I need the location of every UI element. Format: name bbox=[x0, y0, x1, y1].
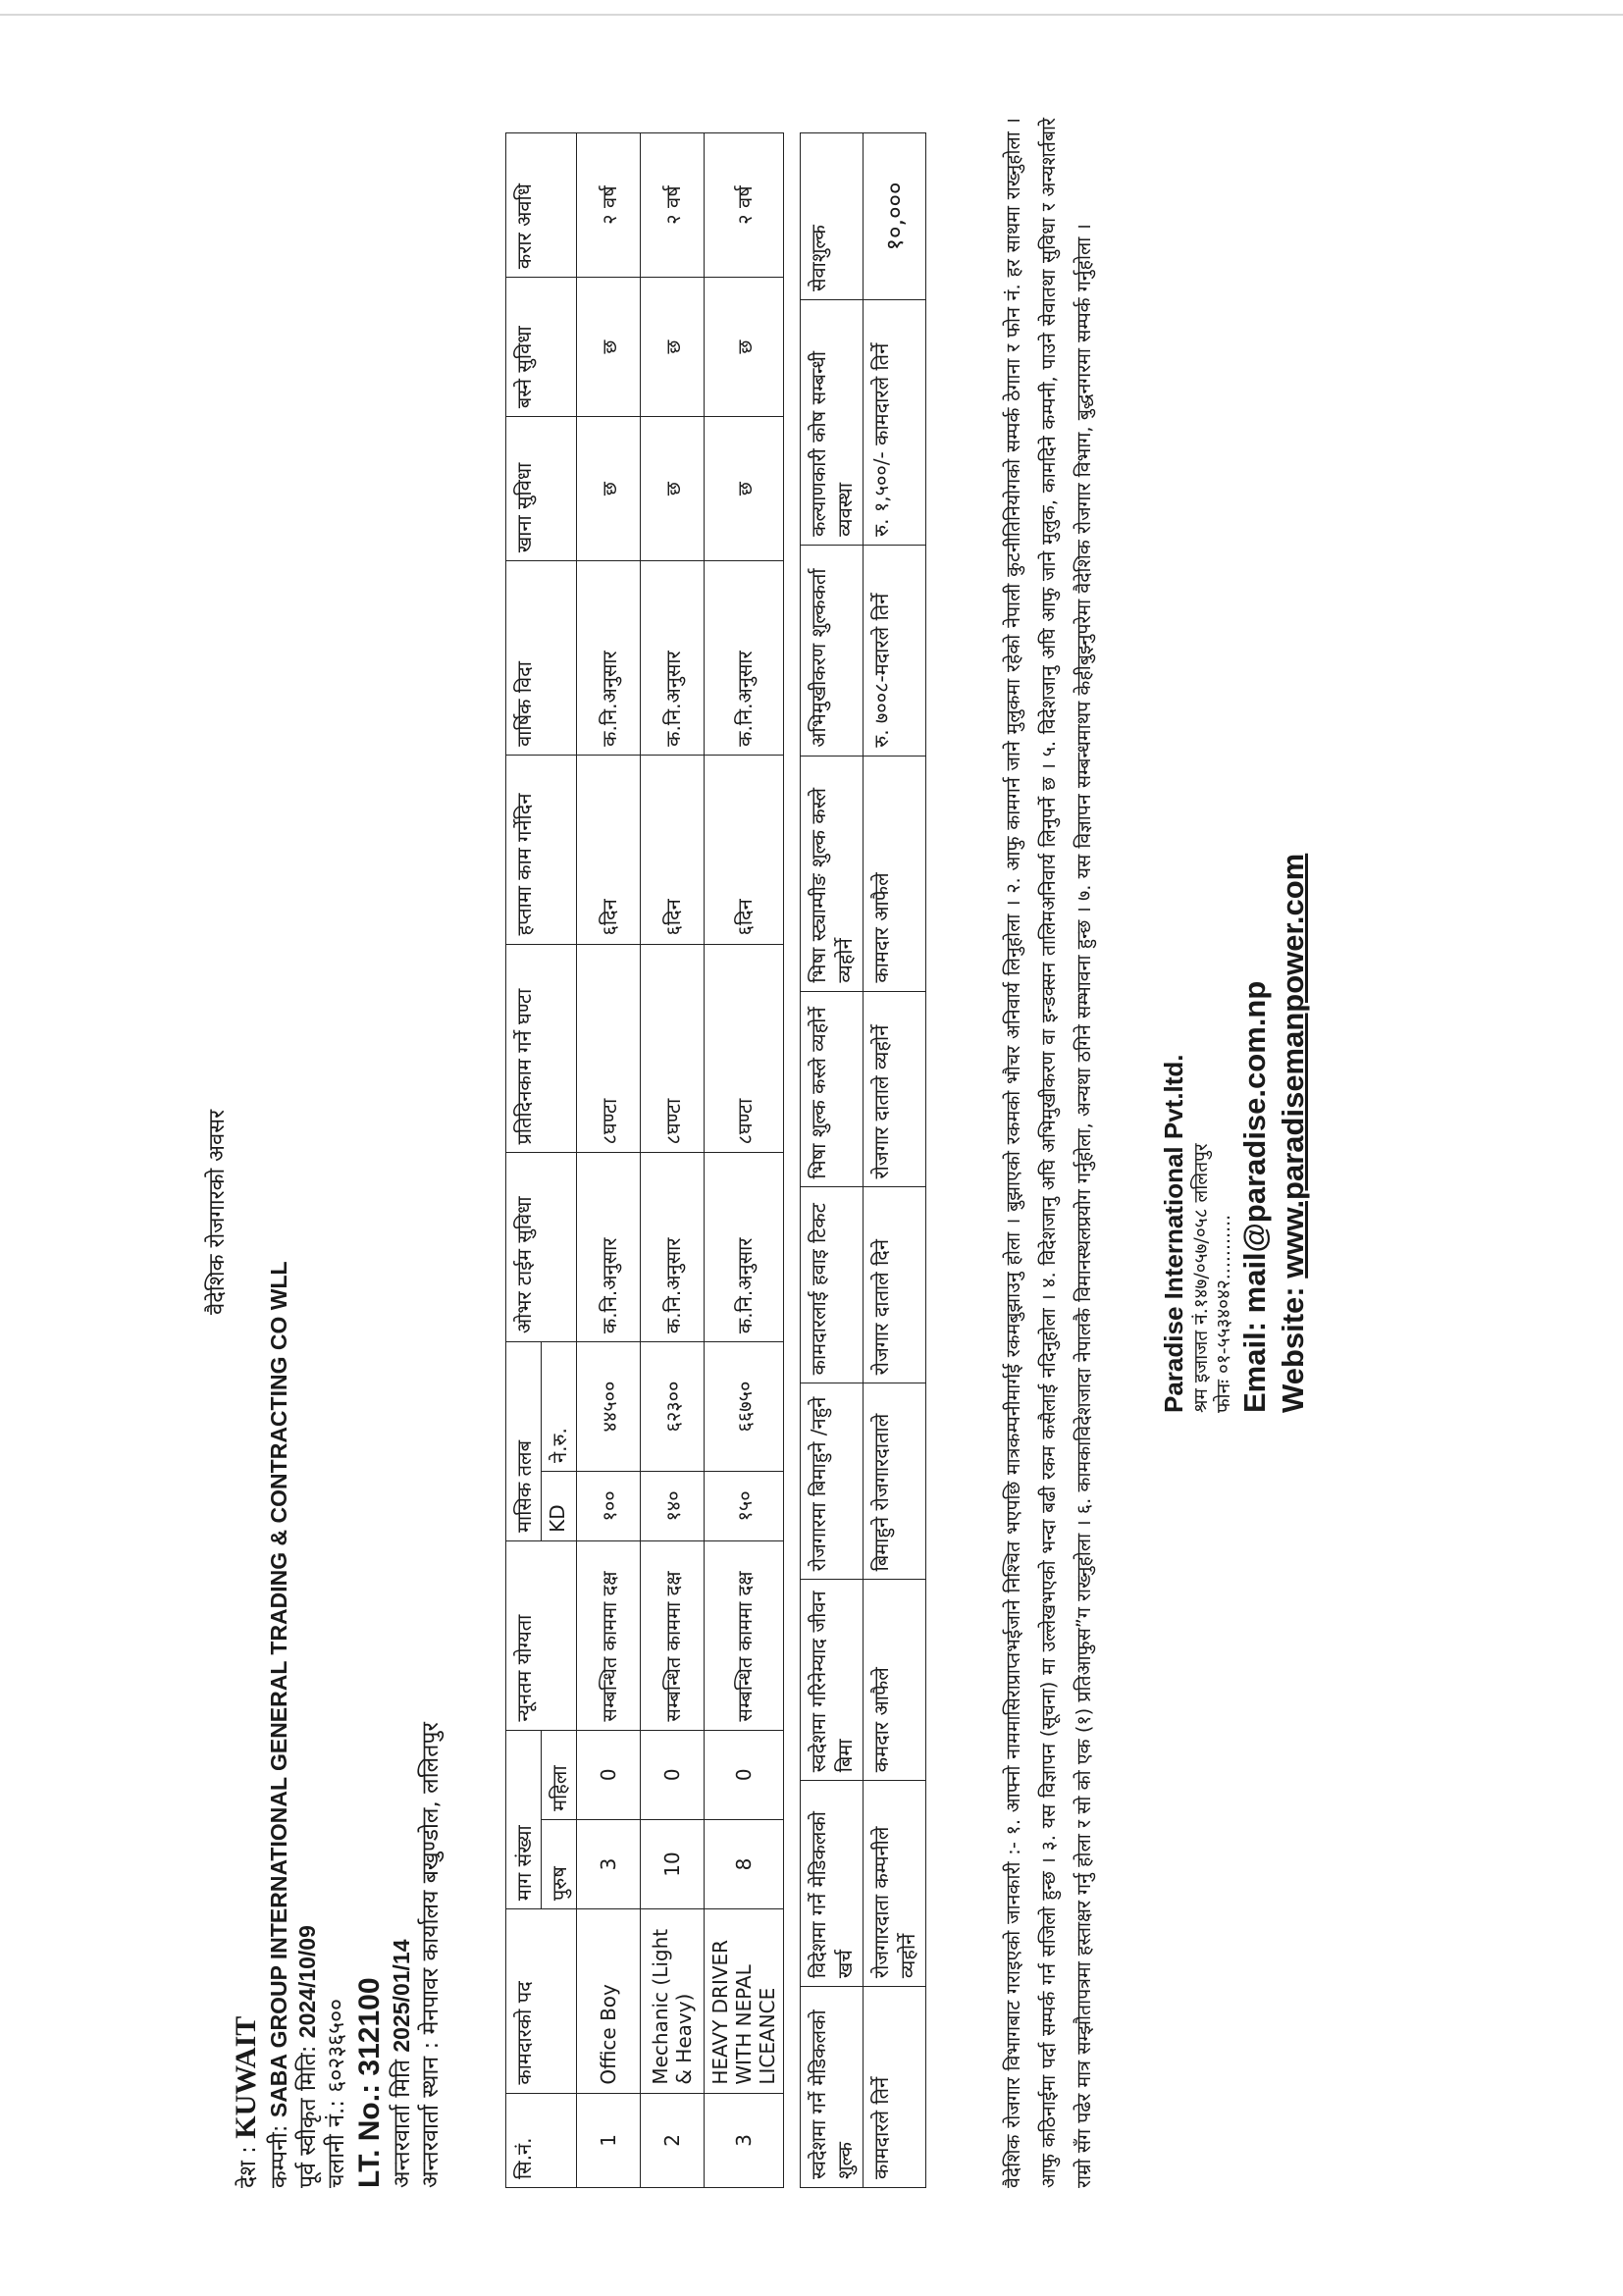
interview-date-row bbox=[388, 1261, 417, 2188]
fee-value-visa-stamping: कामदार आफैले bbox=[864, 756, 926, 991]
company-phone: फोनः ०१-५५३४०४२........... bbox=[1213, 1214, 1235, 1413]
approval-date: 2024/10/09 bbox=[294, 1925, 321, 2039]
fee-header-service-charge: सेवाशुल्क bbox=[801, 133, 864, 300]
cell-contract: २ वर्ष bbox=[641, 133, 705, 278]
fee-header-air-ticket: कामदारलाई हवाइ टिकट bbox=[801, 1187, 864, 1383]
website-link[interactable]: www.paradisemanpower.com bbox=[1275, 853, 1310, 1278]
fee-header-visa-fee: भिषा शुल्क कस्ले व्यहोर्ने bbox=[801, 991, 864, 1187]
company-row bbox=[265, 1261, 294, 2188]
cell-food: छ bbox=[577, 417, 641, 561]
fee-header-employment-insurance: रोजगारमा बिमाहुने /नहुने bbox=[801, 1383, 864, 1580]
cell-post: HEAVY DRIVER WITH NEPAL LICEANCE bbox=[705, 1909, 784, 2094]
cell-hours: ८घण्टा bbox=[641, 944, 705, 1153]
fee-value-life-insurance: कमदार आफैले bbox=[864, 1580, 926, 1781]
company-block bbox=[1158, 854, 1313, 1413]
lt-value: 312100 bbox=[352, 1977, 386, 2076]
cell-food: छ bbox=[641, 417, 705, 561]
cell-food: छ bbox=[705, 417, 784, 561]
info-notes: वैदेशिक रोजगार विभागबाट गराइएको जानकारी :- १. आफ्नो नाममासिराप्राप्तभईजाने निश्चित भएपछि मात्रकम्पनीमार्गई रकमबुझाउनु होला । बुझाएको रकमको भौचर अनिवार्य लिनुहोला । २. आफु कामगर्न जाने मुलुकमा रहेको नेपाली कुटनीतिनियोगको सम्पर्क ठेगाना र फोन नं. हर साथमा राख्नुहोला । आफु कठिनाईमा पर्दा सम्पर्क गर्न सजिलो हुन्छ । ३. यस विज्ञापन (सूचना) मा उल्लेखभएको भन्दा बढी रकम कसैलाई नदिनुहोला । ४. विदेशजानु अघि अभिमुखीकरण वा इन्डक्सन तालिमअनिवार्य लिनुपर्ने छ । ५. विदेशजानु अघि आफु जाने मुलुक, कामदिने कम्पनी, पाउने सेवातथा सुविधा र अन्यशर्तबारे राम्रो सँग पढेर मात्र सम्झौतापत्रमा हस्ताक्षर गर्नु होला र सो को एक (१) प्रतिआफुस”ग राख्नुहोला । ६. कामकाविदेशजादा नेपालकै विमानस्थलप्रयोग गर्नुहोला, अन्यथा ठगिने सम्भावना हुन्छ । ७. यस विज्ञापन सम्बन्धमाथप केहीबुझ्नुपरेमा वैदेशिक रोजगार विभाग, बुद्धनगरमा सम्पर्क गर्नुहोला । bbox=[1002, 118, 1095, 2188]
page-heading: वैदेशिक रोजगारको अवसर bbox=[205, 1109, 230, 1315]
fee-value-employment-insurance: बिमाहुने रोजगारदाताले bbox=[864, 1383, 926, 1580]
fee-value-visa-fee: रोजगार दाताले व्यहोर्ने bbox=[864, 991, 926, 1187]
fee-header-orientation: अभिमुखीकरण शुल्ककर्ता bbox=[801, 545, 864, 756]
fee-header-home-medical: स्वदेशमा गर्ने मेडिकलको शुल्क bbox=[801, 1987, 864, 2188]
interview-date-label: अन्तरवार्ता मिति bbox=[390, 2059, 416, 2188]
cell-npr: ६२३०० bbox=[641, 1342, 705, 1472]
table-row bbox=[641, 133, 705, 2188]
th-kd: KD bbox=[542, 1471, 577, 1540]
th-leave: वार्षिक विदा bbox=[506, 561, 577, 756]
company-name: Paradise International Pvt.ltd. bbox=[1159, 1054, 1188, 1413]
cell-qualification: सम्बन्धित काममा दक्ष bbox=[705, 1540, 784, 1730]
th-demand: माग संख्या bbox=[506, 1730, 542, 1909]
th-contract: करार अवधि bbox=[506, 133, 577, 278]
th-hours: प्रतिदिनकाम गर्ने घण्टा bbox=[506, 944, 577, 1153]
fee-value-service-charge: १०,००० bbox=[864, 133, 926, 300]
country-row bbox=[228, 1261, 265, 2188]
chalani-row bbox=[323, 1261, 351, 2188]
fee-header-visa-stamping: भिषा स्ट्याम्पीङ शुल्क कस्ले व्यहोर्ने bbox=[801, 756, 864, 991]
interview-place: अन्तरवार्ता स्थान : मेनपावर कार्यालय बखुण्डोल, ललितपुर bbox=[418, 1722, 444, 2188]
th-sn: सि.नं. bbox=[506, 2093, 577, 2187]
table-header-row bbox=[506, 133, 542, 2188]
fee-value-foreign-medical: रोजगारदाता कम्पनीले व्यहोर्ने bbox=[864, 1781, 926, 1987]
fee-value-orientation: रु. ७००८-मदारले तिर्ने bbox=[864, 545, 926, 756]
cell-post: Mechanic (Light & Heavy) bbox=[641, 1909, 705, 2094]
header-block bbox=[228, 1261, 445, 2188]
fee-value-home-medical: कामदारले तिर्ने bbox=[864, 1987, 926, 2188]
job-table bbox=[505, 132, 784, 2188]
cell-days: ६दिन bbox=[705, 755, 784, 944]
cell-kd: १४० bbox=[641, 1471, 705, 1540]
cell-leave: क.नि.अनुसार bbox=[705, 561, 784, 756]
cell-kd: १०० bbox=[577, 1471, 641, 1540]
country-label: देश : bbox=[236, 2146, 261, 2188]
fee-header-welfare-fund: कल्याणकारी कोष सम्बन्धी व्यवस्था bbox=[801, 300, 864, 546]
cell-contract: २ वर्ष bbox=[577, 133, 641, 278]
cell-hours: ८घण्टा bbox=[705, 944, 784, 1153]
cell-female: 0 bbox=[577, 1730, 641, 1819]
cell-contract: २ वर्ष bbox=[705, 133, 784, 278]
th-accommodation: बस्ने सुविधा bbox=[506, 278, 577, 417]
cell-accommodation: छ bbox=[705, 278, 784, 417]
fee-header-foreign-medical: विदेशमा गर्ने मेडिकलको खर्च bbox=[801, 1781, 864, 1987]
company-label: कम्पनी: bbox=[266, 2124, 292, 2188]
cell-male: 10 bbox=[641, 1819, 705, 1908]
cell-sn: 3 bbox=[705, 2093, 784, 2187]
lt-row bbox=[351, 1261, 389, 2188]
company-email: Email: mail@paradise.com.np bbox=[1237, 980, 1272, 1413]
cell-sn: 2 bbox=[641, 2093, 705, 2187]
cell-leave: क.नि.अनुसार bbox=[641, 561, 705, 756]
fee-header-life-insurance: स्वदेशमा गरिनेम्याद जीवन बिमा bbox=[801, 1580, 864, 1781]
cell-accommodation: छ bbox=[641, 278, 705, 417]
chalani-value: ६०२३६५०० bbox=[324, 1998, 349, 2093]
cell-female: 0 bbox=[705, 1730, 784, 1819]
company-license: श्रम इजाजत नं.१४७/०५७/०५८ ललितपुर bbox=[1189, 1143, 1212, 1413]
cell-sn: 1 bbox=[577, 2093, 641, 2187]
cell-leave: क.नि.अनुसार bbox=[577, 561, 641, 756]
cell-qualification: सम्बन्धित काममा दक्ष bbox=[577, 1540, 641, 1730]
th-npr: ने.रु. bbox=[542, 1342, 577, 1472]
approval-label: पूर्व स्वीकृत मिति: bbox=[295, 2045, 322, 2188]
fee-value-welfare-fund: रु. १,५००/- कामदारले तिर्ने bbox=[864, 300, 926, 546]
th-post: कामदारको पद bbox=[506, 1909, 577, 2094]
website-label: Website: bbox=[1275, 1286, 1310, 1413]
approval-row bbox=[293, 1261, 323, 2188]
cell-male: 8 bbox=[705, 1819, 784, 1908]
th-salary: मासिक तलब bbox=[506, 1342, 542, 1541]
th-female: महिला bbox=[542, 1730, 577, 1819]
table-row bbox=[705, 133, 784, 2188]
cell-qualification: सम्बन्धित काममा दक्ष bbox=[641, 1540, 705, 1730]
cell-male: 3 bbox=[577, 1819, 641, 1908]
cell-female: 0 bbox=[641, 1730, 705, 1819]
fees-header-row bbox=[801, 133, 864, 2188]
th-qualification: न्यूनतम योग्यता bbox=[506, 1540, 577, 1730]
cell-accommodation: छ bbox=[577, 278, 641, 417]
th-male: पुरुष bbox=[542, 1819, 577, 1908]
th-overtime: ओभर टाईम सुविधा bbox=[506, 1153, 577, 1342]
th-food: खाना सुविधा bbox=[506, 417, 577, 561]
cell-kd: १५० bbox=[705, 1471, 784, 1540]
company-value: SABA GROUP INTERNATIONAL GENERAL TRADING & CONTRACTING CO WLL bbox=[265, 1261, 291, 2118]
interview-date: 2025/01/14 bbox=[389, 1939, 415, 2053]
cell-overtime: क.नि.अनुसार bbox=[641, 1153, 705, 1342]
cell-overtime: क.नि.अनुसार bbox=[705, 1153, 784, 1342]
th-days: हप्तामा काम गर्नेदिन bbox=[506, 755, 577, 944]
cell-npr: ६६७५० bbox=[705, 1342, 784, 1472]
company-website-row bbox=[1275, 854, 1313, 1413]
fees-table bbox=[800, 132, 926, 2188]
table-row bbox=[577, 133, 641, 2188]
fee-value-air-ticket: रोजगार दाताले दिने bbox=[864, 1187, 926, 1383]
cell-hours: ८घण्टा bbox=[577, 944, 641, 1153]
cell-npr: ४४५०० bbox=[577, 1342, 641, 1472]
cell-days: ६दिन bbox=[641, 755, 705, 944]
chalani-label: चलानी नं.: bbox=[324, 2099, 349, 2188]
cell-overtime: क.नि.अनुसार bbox=[577, 1153, 641, 1342]
fees-value-row bbox=[864, 133, 926, 2188]
cell-post: Office Boy bbox=[577, 1909, 641, 2094]
cell-days: ६दिन bbox=[577, 755, 641, 944]
lt-label: LT. No.: bbox=[352, 2083, 386, 2188]
country-value: KUWAIT bbox=[230, 2015, 262, 2139]
